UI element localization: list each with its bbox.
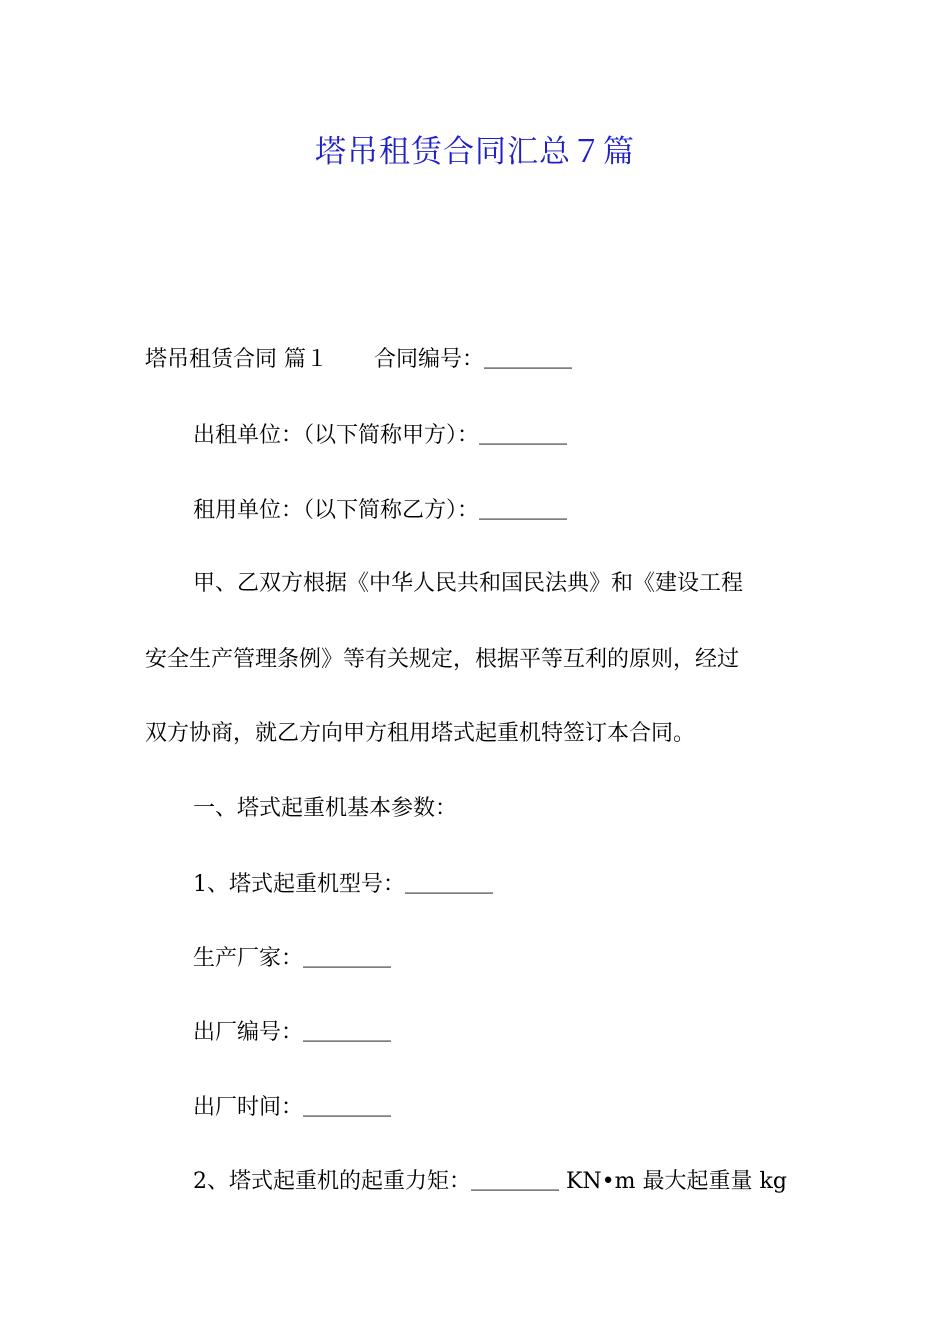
list-item: 出厂时间：＿＿＿＿ [193,1095,392,1120]
paragraph-line: 双方协商，就乙方向甲方租用塔式起重机特签订本合同。 [145,721,696,746]
contract-number-field: 合同编号：＿＿＿＿ [374,347,573,372]
contract-heading [145,342,572,378]
paragraph-line: 安全生产管理条例》等有关规定，根据平等互利的原则，经过 [145,647,740,672]
document-title: 塔吊租赁合同汇总７篇 [315,134,635,170]
paragraph-line: 甲、乙双方根据《中华人民共和国民法典》和《建设工程 [193,571,744,596]
list-item: 生产厂家：＿＿＿＿ [193,946,392,971]
contract-section-label: 塔吊租赁合同 篇１ [145,347,328,372]
lessor-line: 出租单位：（以下简称甲方）：＿＿＿＿ [193,423,568,448]
list-item: 出厂编号：＿＿＿＿ [193,1020,392,1045]
list-item: 2、塔式起重机的起重力矩：＿＿＿＿ KN•m 最大起重量 kg [193,1169,787,1194]
list-item: 1、塔式起重机型号：＿＿＿＿ [193,872,493,897]
section-heading: 一、塔式起重机基本参数： [193,796,458,821]
lessee-line: 租用单位：（以下简称乙方）：＿＿＿＿ [193,498,568,523]
